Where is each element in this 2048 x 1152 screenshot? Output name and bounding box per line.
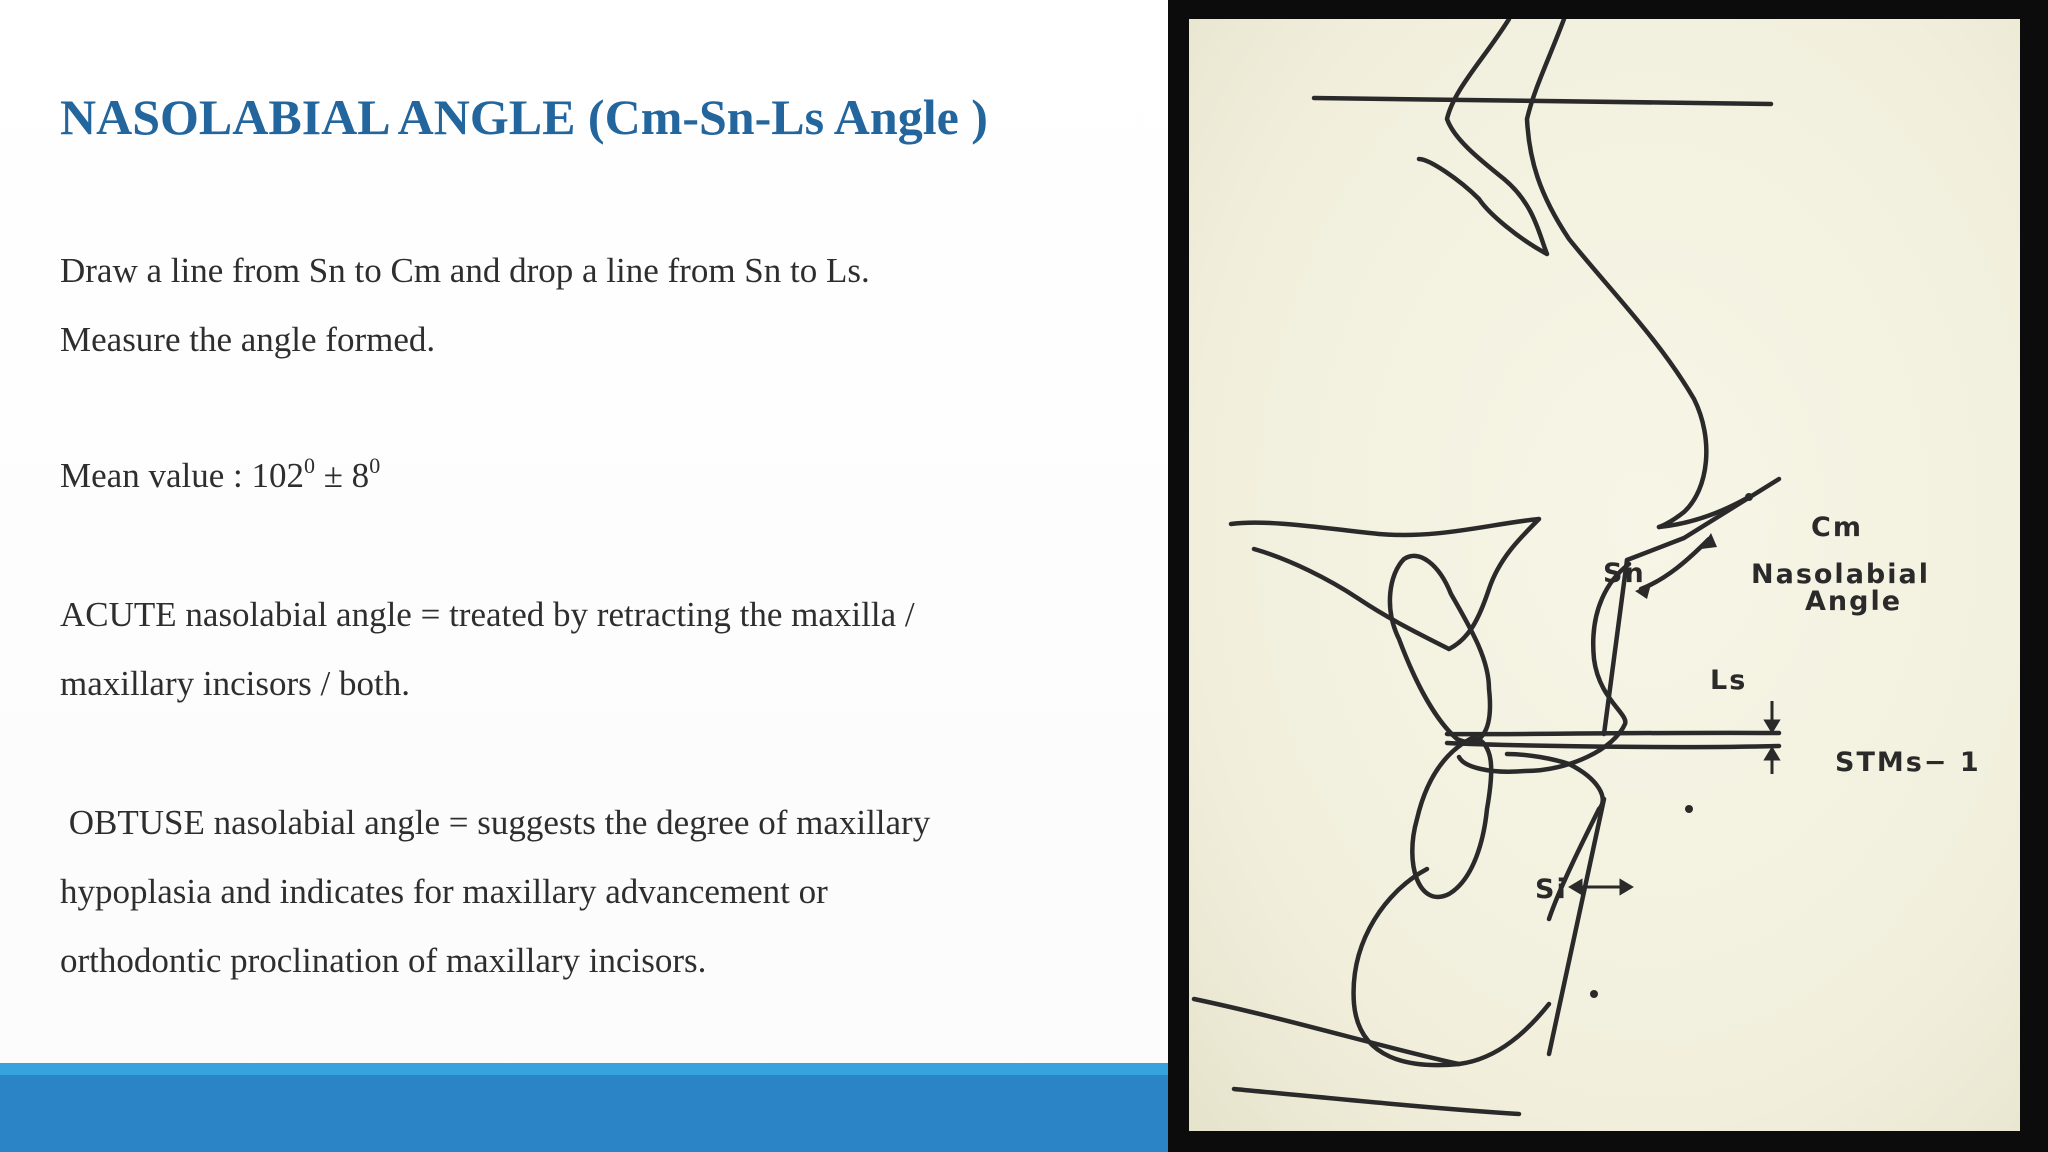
- chin-outline: [1194, 999, 1459, 1064]
- obtuse-line-3: orthodontic proclination of maxillary incisors.: [60, 941, 707, 980]
- label-sn: Sn: [1603, 558, 1646, 589]
- instruction-line-2: Measure the angle formed.: [60, 320, 436, 359]
- obtuse-line-1: OBTUSE nasolabial angle = suggests the degree of maxillary: [60, 803, 931, 842]
- label-si: Si: [1535, 874, 1568, 905]
- stms-arrows: [1766, 701, 1778, 774]
- mean-value-text: Mean value : 102: [60, 456, 304, 495]
- mandible-outline: [1354, 869, 1549, 1065]
- degree-superscript: 0: [369, 453, 381, 478]
- label-cm: Cm: [1811, 512, 1863, 543]
- stomion-line-lower: [1447, 743, 1779, 747]
- label-ls: Ls: [1710, 665, 1748, 696]
- si-line: [1549, 799, 1604, 1054]
- palate-inner: [1254, 549, 1449, 649]
- profile-tracing: [1189, 19, 2020, 1131]
- obtuse-angle-paragraph: [60, 788, 1120, 995]
- neck-outline: [1234, 1089, 1519, 1114]
- footer-band: [0, 1063, 1168, 1152]
- nasolabial-angle-arc: [1641, 539, 1709, 589]
- stomion-line-upper: [1447, 733, 1779, 734]
- orbit-inner: [1527, 19, 1706, 527]
- label-stms: STMs− 1: [1835, 747, 1981, 778]
- frankfort-reference-line: [1314, 98, 1771, 104]
- obtuse-line-2: hypoplasia and indicates for maxillary advancement or: [60, 872, 828, 911]
- instruction-paragraph: [60, 236, 1120, 374]
- si-arrow: [1571, 881, 1631, 893]
- label-nasolabial: Nasolabial: [1751, 559, 1930, 590]
- mean-value-tolerance: ± 8: [314, 456, 370, 495]
- instruction-line-1: Draw a line from Sn to Cm and drop a line from Sn to Ls.: [60, 251, 870, 290]
- slide-title: NASOLABIAL ANGLE (Cm-Sn-Ls Angle ): [60, 89, 988, 145]
- acute-line-2: maxillary incisors / both.: [60, 664, 410, 703]
- acute-line-1: ACUTE nasolabial angle = treated by retracting the maxilla /: [60, 595, 915, 634]
- palate-outline: [1231, 519, 1539, 649]
- degree-superscript: 0: [303, 453, 315, 478]
- footer-band-highlight: [0, 1063, 1168, 1075]
- upper-incisor: [1390, 556, 1490, 742]
- nasolabial-angle-diagram: [1189, 19, 2020, 1131]
- label-angle: Angle: [1805, 586, 1903, 617]
- acute-angle-paragraph: [60, 580, 1120, 718]
- mean-value-paragraph: [60, 441, 1120, 510]
